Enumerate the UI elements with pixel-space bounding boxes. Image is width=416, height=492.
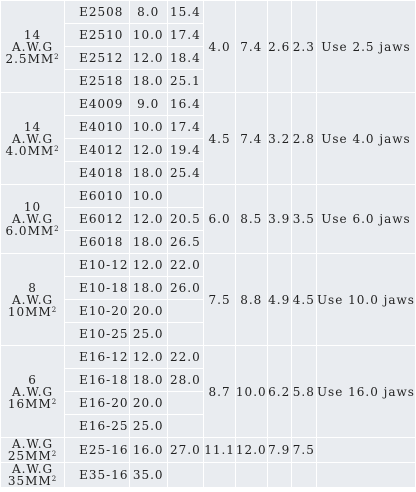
table-row [1,438,415,462]
wire-gauge-line: A.W.G [12,39,54,54]
dimension-d1-cell: 35.0 [130,463,167,487]
dimension-d1-cell: 12.0 [130,254,167,276]
dimension-d1-cell: 20.0 [130,300,167,322]
wire-gauge-line: $4.0MM^2$ [5,143,60,158]
dimension-d2-cell: 17.4 [168,116,204,138]
dimension-d1-cell: 16.0 [130,438,167,462]
table-row [1,93,415,115]
dimension-d2-cell: 16.4 [168,93,204,115]
terminal-code-cell: E2508 [65,1,129,23]
terminal-code-cell: E16-18 [65,369,129,391]
dimension-d1-cell: 12.0 [130,346,167,368]
dimension-d1-cell: 10.0 [130,185,167,207]
terminal-code-cell: E10-20 [65,300,129,322]
dimension-b-cell [236,463,267,487]
dimension-a-cell: 8.7 [204,346,235,437]
dimension-c-cell [268,463,291,487]
dimension-c-cell: 3.2 [268,93,291,184]
dimension-d2-cell: 20.5 [168,208,204,230]
terminal-code-cell: E10-12 [65,254,129,276]
dimension-d-cell: 2.8 [292,93,316,184]
terminal-code-cell: E2510 [65,24,129,46]
wire-gauge-line: A.W.G [12,438,54,451]
dimension-d-cell: 4.5 [292,254,316,345]
jaw-note-cell [317,463,415,487]
wire-gauge-line: $6.0MM^2$ [5,224,60,238]
dimension-d-cell: 3.5 [292,185,316,253]
wire-gauge-cell [1,346,64,437]
terminal-code-cell: E4012 [65,139,129,161]
wire-gauge-line: 10 [23,200,42,214]
terminal-code-cell: E6012 [65,208,129,230]
wire-gauge-line: A.W.G [12,131,54,146]
wire-gauge-cell [1,93,64,184]
dimension-d2-cell: 17.4 [168,24,204,46]
dimension-d2-cell [168,323,204,345]
dimension-d1-cell: 10.0 [130,24,167,46]
table-row [1,185,415,207]
dimension-d1-cell: 18.0 [130,162,167,184]
dimension-d1-cell: 12.0 [130,208,167,230]
wire-gauge-line: A.W.G [12,292,54,307]
terminal-code-cell: E2512 [65,47,129,69]
dimension-d2-cell: 26.0 [168,277,204,299]
wire-gauge-line: A.W.G [12,384,54,399]
dimension-a-cell: 7.5 [204,254,235,345]
dimension-d2-cell: 28.0 [168,369,204,391]
dimension-a-cell: 6.0 [204,185,235,253]
dimension-d2-cell [168,463,204,487]
dimension-d-cell: 2.3 [292,1,316,92]
wire-gauge-line: 14 [23,27,42,42]
wire-gauge-line: $16MM^2$ [7,396,58,411]
table-row [1,254,415,276]
dimension-d2-cell: 25.1 [168,70,204,92]
dimension-d2-cell [168,300,204,322]
wire-gauge-cell [1,185,64,253]
wire-gauge-cell [1,254,64,345]
dimension-d1-cell: 8.0 [130,1,167,23]
dimension-d2-cell: 19.4 [168,139,204,161]
dimension-a-cell: 4.5 [204,93,235,184]
dimension-b-cell: 8.8 [236,254,267,345]
wire-gauge-line: A.W.G [12,463,54,476]
dimension-d-cell [292,463,316,487]
dimension-d2-cell: 25.4 [168,162,204,184]
wire-gauge-cell [1,463,64,487]
dimension-d1-cell: 25.0 [130,323,167,345]
wire-gauge-line: 14 [23,119,42,134]
terminal-code-cell: E4009 [65,93,129,115]
jaw-note-cell: Use 6.0 jaws [317,185,415,253]
dimension-d1-cell: 12.0 [130,47,167,69]
terminal-code-cell: E35-16 [65,463,129,487]
dimension-d2-cell [168,415,204,437]
dimension-d2-cell [168,392,204,414]
wire-gauge-line: $25MM^2$ [7,449,58,462]
dimension-d1-cell: 18.0 [130,70,167,92]
wire-gauge-line: A.W.G [12,212,54,226]
dimension-a-cell: 4.0 [204,1,235,92]
dimension-d1-cell: 18.0 [130,277,167,299]
jaw-note-cell: Use 16.0 jaws [317,346,415,437]
dimension-d1-cell: 18.0 [130,369,167,391]
table-row [1,1,415,23]
terminal-code-cell: E25-16 [65,438,129,462]
terminal-code-cell: E2518 [65,70,129,92]
dimension-d2-cell: 22.0 [168,254,204,276]
dimension-b-cell: 8.5 [236,185,267,253]
dimension-b-cell: 7.4 [236,1,267,92]
wire-gauge-line: $10MM^2$ [7,304,58,319]
dimension-d1-cell: 20.0 [130,392,167,414]
wire-gauge-line: 8 [28,280,37,295]
dimension-c-cell: 3.9 [268,185,291,253]
dimension-b-cell: 12.0 [236,438,267,462]
terminal-code-cell: E10-25 [65,323,129,345]
terminal-code-cell: E16-20 [65,392,129,414]
wire-gauge-cell [1,1,64,92]
dimension-d2-cell: 15.4 [168,1,204,23]
terminal-code-cell: E6018 [65,231,129,253]
terminal-code-cell: E6010 [65,185,129,207]
wire-gauge-cell [1,438,64,462]
dimension-c-cell: 4.9 [268,254,291,345]
dimension-d-cell: 7.5 [292,438,316,462]
wire-gauge-line: 6 [28,372,37,387]
terminal-code-cell: E16-12 [65,346,129,368]
table-row [1,346,415,368]
dimension-d1-cell: 10.0 [130,116,167,138]
dimension-d2-cell: 27.0 [168,438,204,462]
dimension-d2-cell [168,185,204,207]
dimension-c-cell: 7.9 [268,438,291,462]
dimension-d1-cell: 12.0 [130,139,167,161]
terminal-code-cell: E4010 [65,116,129,138]
terminal-code-cell: E10-18 [65,277,129,299]
dimension-d1-cell: 18.0 [130,231,167,253]
dimension-c-cell: 2.6 [268,1,291,92]
dimension-d-cell: 5.8 [292,346,316,437]
jaw-note-cell: Use 2.5 jaws [317,1,415,92]
dimension-d1-cell: 9.0 [130,93,167,115]
dimension-d2-cell: 18.4 [168,47,204,69]
wire-gauge-line: $35MM^2$ [7,474,58,487]
dimension-a-cell [204,463,235,487]
table-row [1,463,415,487]
dimension-a-cell: 11.1 [204,438,235,462]
dimension-d2-cell: 26.5 [168,231,204,253]
terminal-code-cell: E4018 [65,162,129,184]
dimension-b-cell: 7.4 [236,93,267,184]
dimension-b-cell: 10.0 [236,346,267,437]
terminal-code-cell: E16-25 [65,415,129,437]
jaw-note-cell: Use 4.0 jaws [317,93,415,184]
dimension-d1-cell: 25.0 [130,415,167,437]
dimension-d2-cell: 22.0 [168,346,204,368]
wire-gauge-line: $2.5MM^2$ [5,51,60,66]
jaw-note-cell: Use 10.0 jaws [317,254,415,345]
dimension-c-cell: 6.2 [268,346,291,437]
jaw-note-cell [317,438,415,462]
